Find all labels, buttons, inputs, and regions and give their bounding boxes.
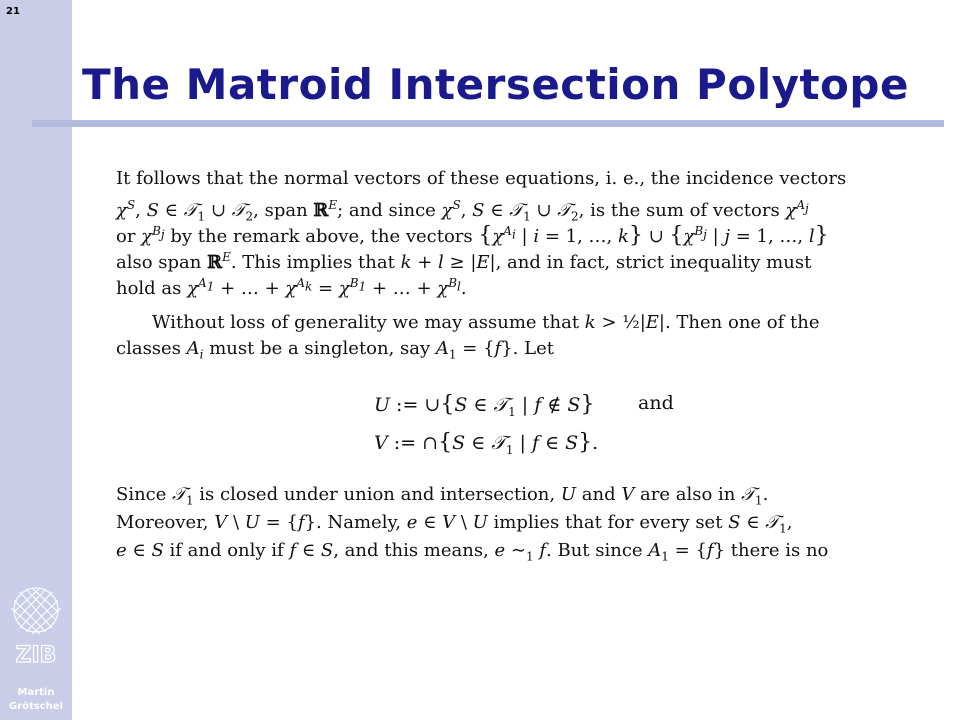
author-name: [0, 686, 72, 714]
text-line: hold as $\chi^{A_1}$ + … + $\chi^{A_k} = \chi^{B_1}$ + … + $\chi^{B_l}$.: [116, 276, 467, 299]
text-line: Since 𝒯$_1$ is closed under union and intersection, U and V are also in 𝒯$_1$.: [116, 484, 769, 508]
slide-number: 21: [6, 6, 20, 17]
equation-v: V := ∩{S ∈ 𝒯$_1$ | f ∈ S}.: [374, 430, 599, 457]
and-word: and: [638, 392, 674, 414]
text-line: also span ℝ$^E$. This implies that k + l ≥ |E|, and in fact, strict inequality must: [116, 250, 812, 273]
text-line: classes $A_i$ must be a singleton, say $A_1 = \{f\}$. Let: [116, 338, 554, 362]
text-line: Moreover, V \ U = {f}. Namely, e ∈ V \ U implies that for every set S ∈ 𝒯$_1$,: [116, 512, 793, 536]
text-line: e ∈ S if and only if f ∈ S, and this means, e $\sim_1$ f. But since $A_1 = \{f\}$ there is no: [116, 540, 829, 564]
slide-title: The Matroid Intersection Polytope: [82, 60, 909, 109]
title-underline: [32, 120, 944, 127]
logo-text: ZIB: [15, 643, 57, 668]
text-line: It follows that the normal vectors of these equations, i. e., the incidence vectors: [116, 168, 847, 189]
text-line: or $\chi^{B_j}$ by the remark above, the vectors {$\chi^{A_i}$ | i = 1, …, k} ∪ {$\chi^{B_j}$ | j = 1, …, l}: [116, 223, 829, 248]
author-last-name: Grötschel: [9, 701, 63, 712]
text-line: Without loss of generality we may assume that k > ½|E|. Then one of the: [152, 312, 820, 333]
author-first-name: Martin: [17, 687, 55, 698]
zib-logo-icon: [6, 584, 66, 674]
equation-u: U := ∪{S ∈ 𝒯$_1$ | f ∉ S}: [374, 392, 595, 419]
text-line: $\chi^S$, S ∈ 𝒯$_1$ ∪ 𝒯$_2$, span ℝ$^E$; and since $\chi^S$, S ∈ 𝒯$_1$ ∪ 𝒯$_2$, is the sum of vectors $\chi^{A_j}$: [116, 198, 809, 224]
